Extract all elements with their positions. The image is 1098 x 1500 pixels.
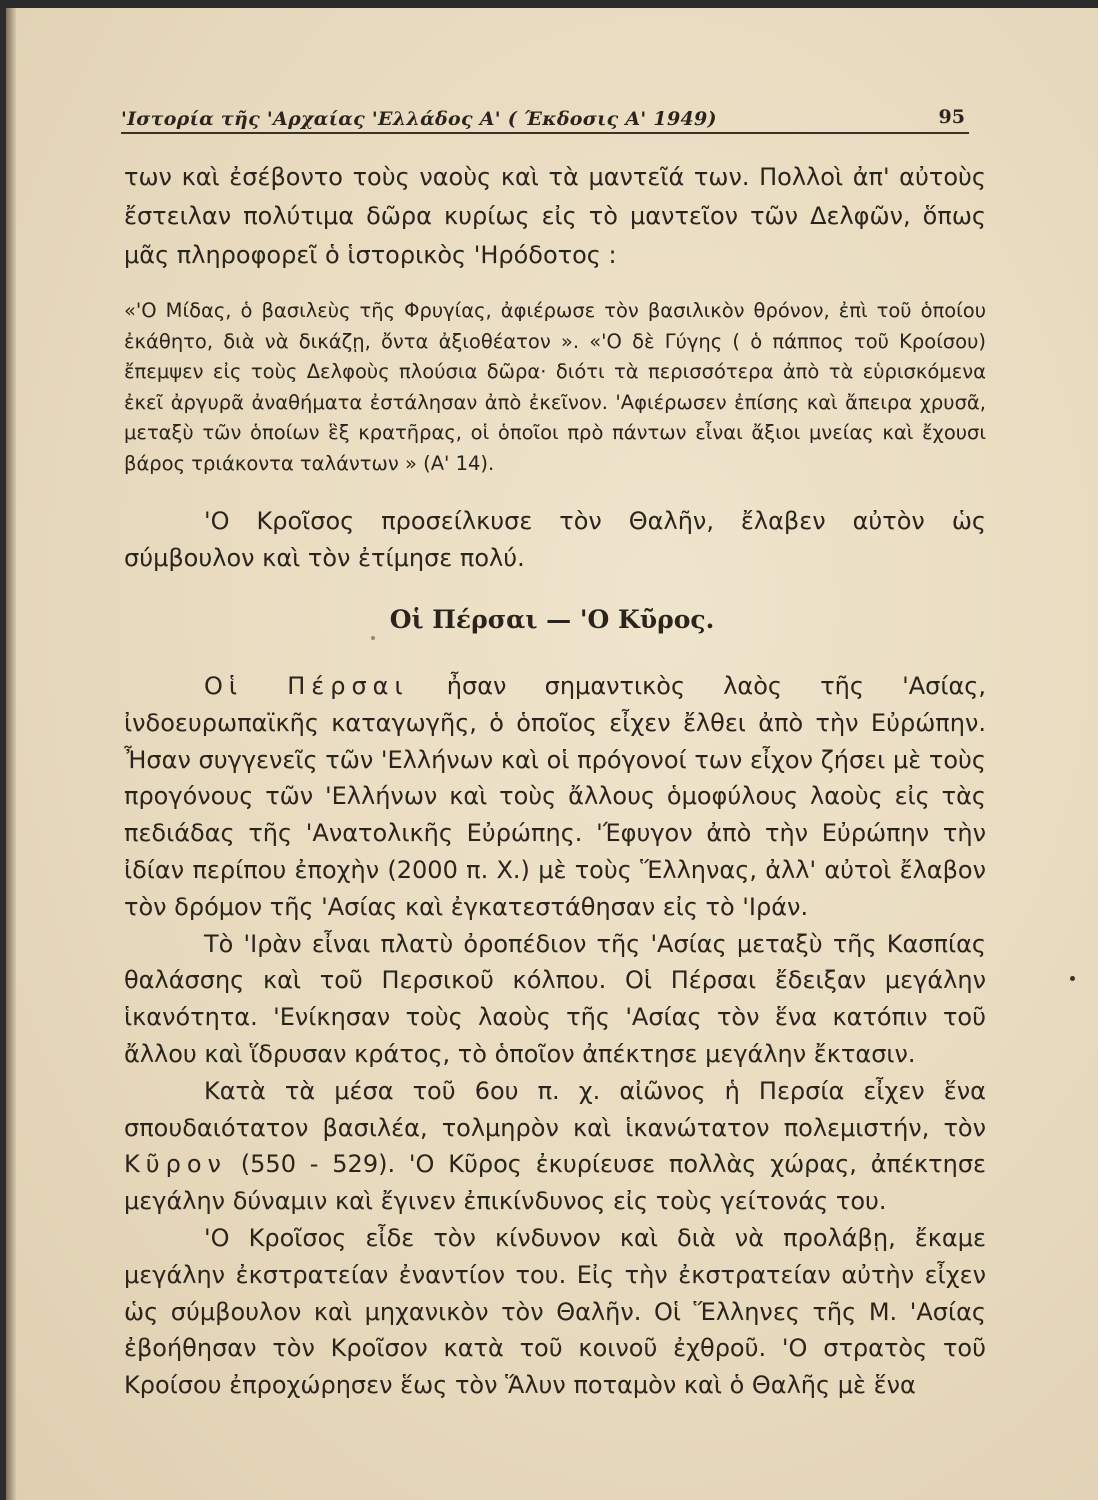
- page-binding-edge: [6, 8, 16, 1500]
- persians-paragraph: [124, 668, 986, 926]
- book-page: [6, 8, 1098, 1500]
- iran-paragraph: Τὸ 'Ιρὰν εἶναι πλατὺ ὀροπέδιον τῆς 'Ασίας μεταξὺ τῆς Κασπίας θαλάσσης καὶ τοῦ Περσικοῦ κόλπου. Οἱ Πέρσαι ἔδειξαν μεγάλην ἱκανότητα. 'Ενίκησαν τοὺς λαοὺς τῆς 'Ασίας τὸν ἕνα κατόπιν τοῦ ἄλλου καὶ ἵδρυσαν κράτος, τὸ ὁποῖον ἀπέκτησε μεγάλην ἔκτασιν.: [124, 929, 986, 1068]
- persians-text: ἦσαν σημαντικὸς λαὸς τῆς 'Ασίας, ἰνδοευρωπαϊκῆς καταγωγῆς, ὁ ὁποῖος εἶχεν ἔλθει ἀπὸ τὴν Εὐρώπην. Ἦσαν συγγενεῖς τῶν 'Ελλήνων καὶ οἱ πρόγονοί των εἶχον ζήσει μὲ τοὺς προγόνους τῶν 'Ελλήνων καὶ τοὺς ἄλλους ὁμοφύλους λαοὺς εἰς τὰς πεδιάδας τῆς 'Ανατολικῆς Εὐρώπης. 'Έφυγον ἀπὸ τὴν Εὐρώπην τὴν ἰδίαν περίπου ἐποχὴν (2000 π. Χ.) μὲ τοὺς Ἕλληνας, ἀλλ' αὐτοὶ ἔλαβον τὸν δρόμον τῆς 'Ασίας καὶ ἐγκατεστάθησαν εἰς τὸ 'Ιράν.: [124, 672, 986, 921]
- persians-lead: Οἱ Πέρσαι: [204, 672, 409, 700]
- cyrus-name: Κῦρον: [124, 1150, 227, 1179]
- running-header: [121, 98, 969, 134]
- cyrus-text-before: Κατὰ τὰ μέσα τοῦ 6ου π. χ. αἰῶνος ἡ Περσία εἶχεν ἕνα σπουδαιότατον βασιλέα, τολμηρὸν καὶ ἱκανώτατον πολεμιστήν, τὸν: [124, 1076, 986, 1142]
- paper-speck: [371, 636, 375, 640]
- header-title: 'Ιστορία τῆς 'Αρχαίας 'Ελλάδος Α' ( Έκδοσις Α' 1949): [121, 108, 717, 130]
- opening-paragraph: των καὶ ἐσέβοντο τοὺς ναοὺς καὶ τὰ μαντεῖά των. Πολλοὶ ἀπ' αὐτοὺς ἔστειλαν πολύτιμα δῶρα κυρίως εἰς τὸ μαντεῖον τῶν Δελφῶν, ὅπως μᾶς πληροφορεῖ ὁ ἱστορικὸς 'Ηρόδοτος :: [124, 163, 986, 269]
- section-heading: Οἱ Πέρσαι — 'Ο Κῦρος.: [389, 605, 715, 634]
- cyrus-text-after: (550 - 529). 'Ο Κῦρος ἐκυρίευσε πολλὰς χώρας, ἀπέκτησε μεγάλην δύναμιν καὶ ἔγινεν ἐπικίνδυνος εἰς τοὺς γείτονάς του.: [124, 1150, 986, 1216]
- paper-speck: [1070, 976, 1075, 981]
- page-number: 95: [938, 106, 965, 128]
- campaign-paragraph: 'Ο Κροῖσος εἶδε τὸν κίνδυνον καὶ διὰ νὰ προλάβῃ, ἔκαμε μεγάλην ἐκστρατείαν ἐναντίον του. Εἰς τὴν ἐκστρατείαν αὐτὴν εἶχεν ὡς σύμβουλον καὶ μηχανικὸν τὸν Θαλῆν. Οἱ Ἕλληνες τῆς Μ. 'Ασίας ἐβοήθησαν τὸν Κροῖσον κατὰ τοῦ κοινοῦ ἐχθροῦ. 'Ο στρατὸς τοῦ Κροίσου ἐπροχώρησεν ἕως τὸν Ἅλυν ποταμὸν καὶ ὁ Θαλῆς μὲ ἕνα: [124, 1223, 986, 1400]
- section-body: [124, 668, 986, 1404]
- croesus-thales-paragraph: 'Ο Κροῖσος προσείλκυσε τὸν Θαλῆν, ἔλαβεν αὐτὸν ὡς σύμβουλον καὶ τὸν ἐτίμησε πολύ.: [124, 507, 986, 572]
- cyrus-paragraph: [124, 1073, 986, 1220]
- herodotus-quote: «'Ο Μίδας, ὁ βασιλεὺς τῆς Φρυγίας, ἀφιέρωσε τὸν βασιλικὸν θρόνον, ἐπὶ τοῦ ὁποίου ἐκάθητο, διὰ νὰ δικάζῃ, ὄντα ἀξιοθέατον ». «'Ο δὲ Γύγης ( ὁ πάππος τοῦ Κροίσου) ἔπεμψεν εἰς τοὺς Δελφοὺς πλούσια δῶρα· διότι τὰ περισσότερα ἀπὸ τὰ εὑρισκόμενα ἐκεῖ ἀργυρᾶ ἀναθήματα ἐστάλησαν ἀπὸ ἐκεῖνον. 'Αφιέρωσεν ἐπίσης καὶ ἄπειρα χρυσᾶ, μεταξὺ τῶν ὁποίων ἓξ κρατῆρας, οἱ ὁποῖοι πρὸ πάντων εἶναι ἄξιοι μνείας καὶ ἔχουσι βάρος τριάκοντα ταλάντων » (Α' 14).: [124, 299, 986, 475]
